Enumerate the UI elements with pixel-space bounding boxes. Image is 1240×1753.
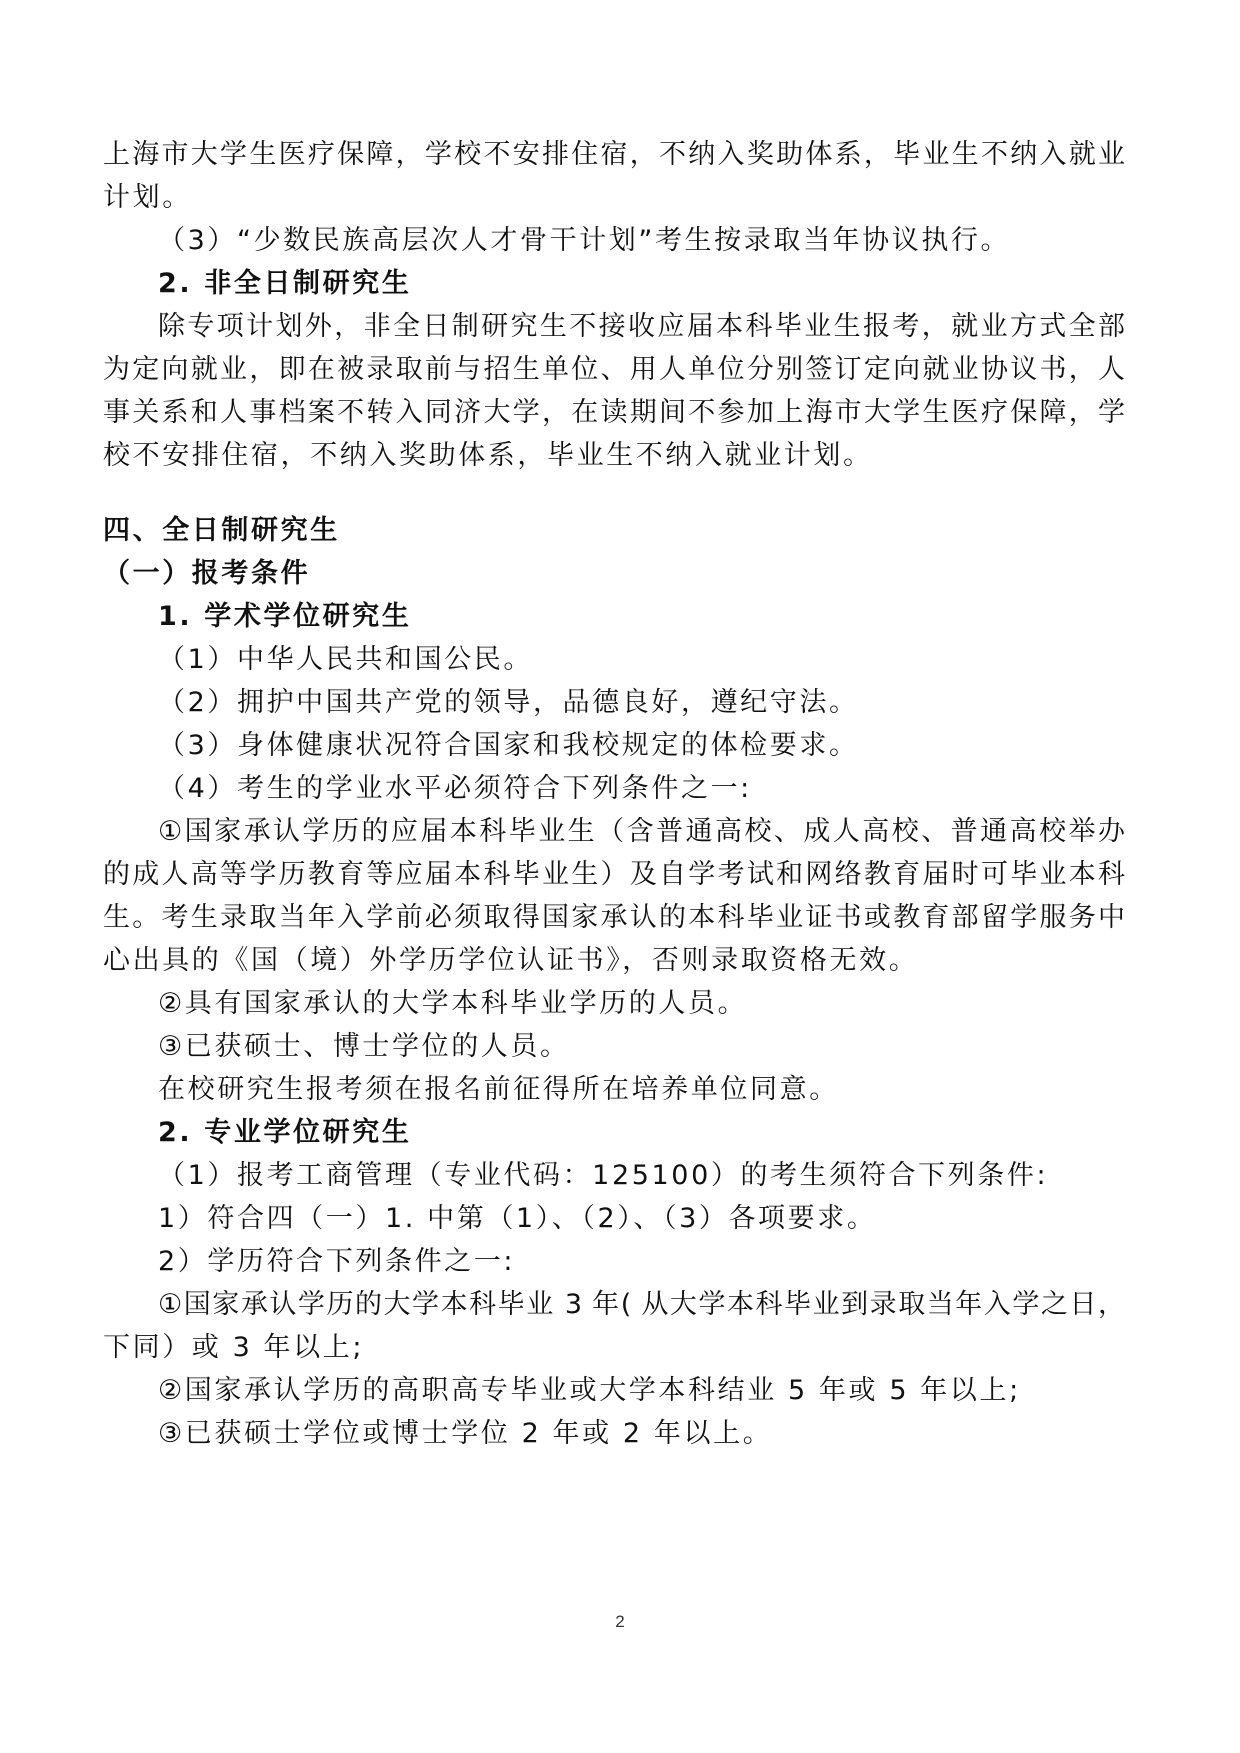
list-item: ①国家承认学历的大学本科毕业 3 年( 从大学本科毕业到录取当年入学之日， <box>158 1289 1125 1320</box>
section-heading: 四、全日制研究生 <box>103 515 340 546</box>
list-item: （1）中华人民共和国公民。 <box>158 644 533 675</box>
paragraph-line: 生。考生录取当年入学前必须取得国家承认的本科毕业证书或教育部留学服务中 <box>103 902 1125 933</box>
list-item: ③已获硕士学位或博士学位 2 年或 2 年以上。 <box>158 1418 773 1449</box>
paragraph-line: 校不安排住宿，不纳入奖助体系，毕业生不纳入就业计划。 <box>103 440 873 471</box>
paragraph-line: 事关系和人事档案不转入同济大学，在读期间不参加上海市大学生医疗保障，学 <box>103 397 1125 428</box>
subsection-heading: 2. 非全日制研究生 <box>158 268 412 299</box>
paragraph-line: 计划。 <box>103 182 192 213</box>
paragraph-line: 在校研究生报考须在报名前征得所在培养单位同意。 <box>158 1074 839 1105</box>
list-item: ②国家承认学历的高职高专毕业或大学本科结业 5 年或 5 年以上; <box>158 1375 1021 1406</box>
paragraph-line: 除专项计划外，非全日制研究生不接收应届本科毕业生报考，就业方式全部 <box>158 311 1125 342</box>
paragraph-line: 上海市大学生医疗保障，学校不安排住宿，不纳入奖助体系，毕业生不纳入就业 <box>103 139 1125 170</box>
list-item: （4）考生的学业水平必须符合下列条件之一: <box>158 773 752 804</box>
paragraph-line: ①国家承认学历的应届本科毕业生（含普通高校、成人高校、普通高校举办 <box>158 816 1125 847</box>
paragraph-line: 心出具的《国（境）外学历学位认证书》，否则录取资格无效。 <box>103 945 919 976</box>
subsection-heading: 1. 学术学位研究生 <box>158 601 412 632</box>
list-item: 1）符合四（一）1. 中第（1）、（2）、（3）各项要求。 <box>158 1203 877 1234</box>
list-item: ③已获硕士、博士学位的人员。 <box>158 1031 570 1062</box>
list-item: （3）“少数民族高层次人才骨干计划”考生按录取当年协议执行。 <box>158 225 1011 256</box>
list-item: （3）身体健康状况符合国家和我校规定的体检要求。 <box>158 730 859 761</box>
subsection-heading: 2. 专业学位研究生 <box>158 1117 412 1148</box>
list-item: 2）学历符合下列条件之一: <box>158 1246 516 1277</box>
paragraph-line: 下同）或 3 年以上; <box>103 1332 365 1363</box>
subsection-heading: （一）报考条件 <box>103 558 311 589</box>
page-number: 2 <box>615 1612 625 1631</box>
paragraph-line: 的成人高等学历教育等应届本科毕业生）及自学考试和网络教育届时可毕业本科 <box>103 859 1125 890</box>
paragraph-line: 为定向就业，即在被录取前与招生单位、用人单位分别签订定向就业协议书，人 <box>103 354 1125 385</box>
list-item: ②具有国家承认的大学本科毕业学历的人员。 <box>158 988 748 1019</box>
list-item: （1）报考工商管理（专业代码：125100）的考生须符合下列条件: <box>158 1160 1049 1191</box>
list-item: （2）拥护中国共产党的领导，品德良好，遵纪守法。 <box>158 687 859 718</box>
